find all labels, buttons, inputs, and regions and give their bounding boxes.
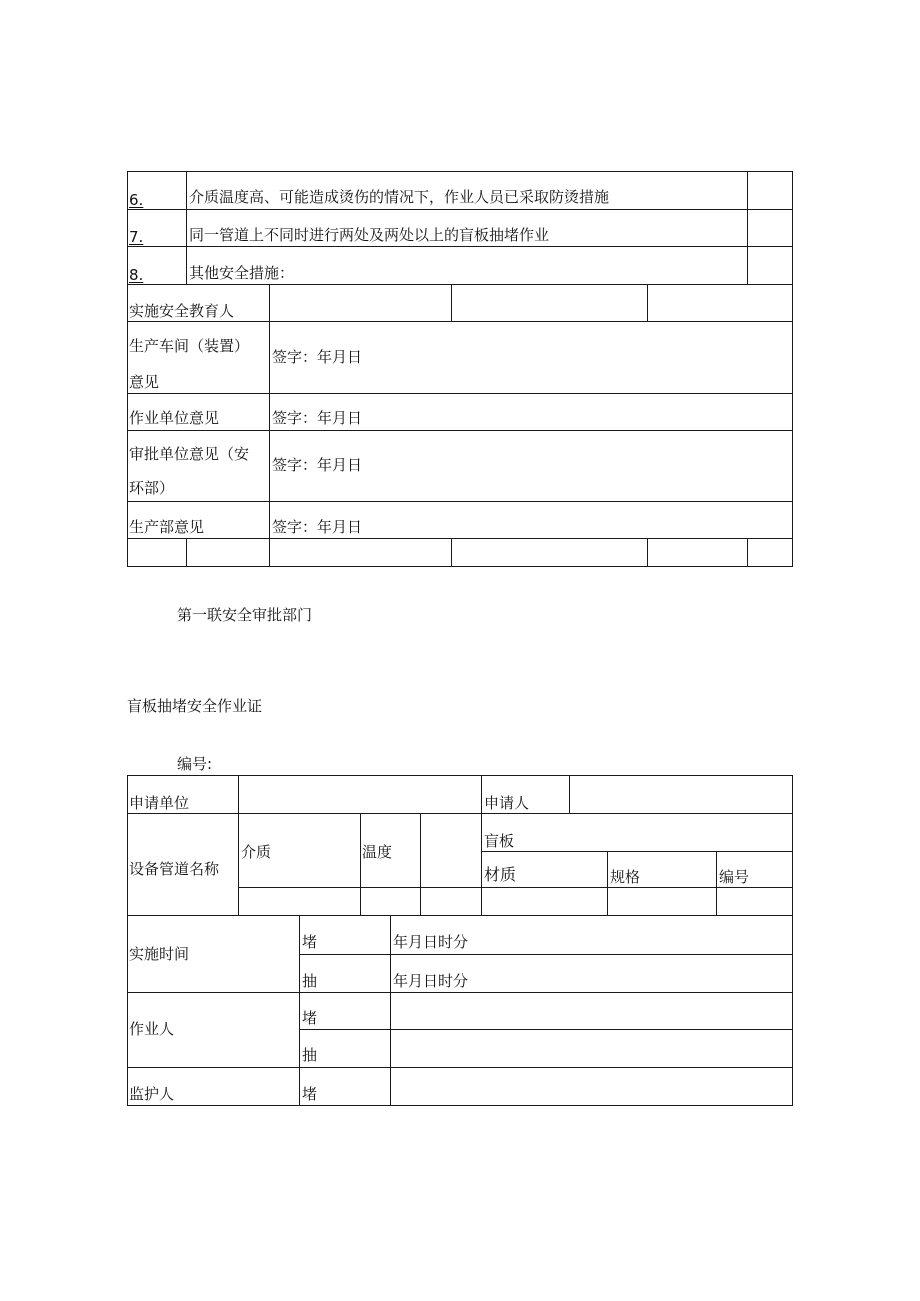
work-unit-opinion-label: 作业单位意见 xyxy=(129,409,220,427)
blind-plate-label: 盲板 xyxy=(484,832,515,850)
medium-label: 介质 xyxy=(241,843,272,861)
signature-date: 签字：年月日 xyxy=(272,348,363,366)
signature-date: 签字：年月日 xyxy=(272,409,363,427)
supervisor-label: 监护人 xyxy=(129,1085,175,1103)
item-text: 其他安全措施： xyxy=(189,264,295,282)
education-person-label: 实施安全教育人 xyxy=(129,302,235,320)
pull-label: 抽 xyxy=(302,1046,318,1064)
workshop-opinion-label: 生产车间（装置） xyxy=(129,337,250,355)
spec-label: 规格 xyxy=(610,868,641,886)
implementation-time-label: 实施时间 xyxy=(129,945,190,963)
approval-unit-opinion-label: 审批单位意见（安 xyxy=(129,445,250,463)
item-text: 同一管道上不同时进行两处及两处以上的盲板抽堵作业 xyxy=(189,226,550,244)
block-label: 堵 xyxy=(302,933,318,951)
signature-date: 签字：年月日 xyxy=(272,518,363,536)
number-label: 编号 xyxy=(719,868,750,886)
block-datetime: 年月日时分 xyxy=(393,933,469,951)
item-number: 8. xyxy=(129,266,144,284)
pull-datetime: 年月日时分 xyxy=(393,972,469,990)
pull-label: 抽 xyxy=(302,972,318,990)
material-label: 材质 xyxy=(484,865,517,884)
workshop-opinion-label-cont: 意见 xyxy=(129,373,160,391)
approval-unit-opinion-label-cont: 环部） xyxy=(129,479,175,497)
block-label: 堵 xyxy=(302,1085,318,1103)
item-number: 7. xyxy=(129,228,144,246)
worker-label: 作业人 xyxy=(129,1020,175,1038)
form-title: 盲板抽堵安全作业证 xyxy=(127,697,263,715)
block-label: 堵 xyxy=(302,1009,318,1027)
equipment-pipe-name-label: 设备管道名称 xyxy=(129,860,220,878)
applicant-unit-label: 申请单位 xyxy=(129,794,190,812)
applicant-label: 申请人 xyxy=(484,794,530,812)
item-number: 6. xyxy=(129,191,144,209)
copy-note: 第一联安全审批部门 xyxy=(177,606,313,624)
serial-number-label: 编号: xyxy=(177,755,213,773)
item-text: 介质温度高、可能造成烫伤的情况下，作业人员已采取防烫措施 xyxy=(189,188,610,206)
temperature-label: 温度 xyxy=(362,843,393,861)
production-dept-opinion-label: 生产部意见 xyxy=(129,518,205,536)
signature-date: 签字：年月日 xyxy=(272,456,363,474)
